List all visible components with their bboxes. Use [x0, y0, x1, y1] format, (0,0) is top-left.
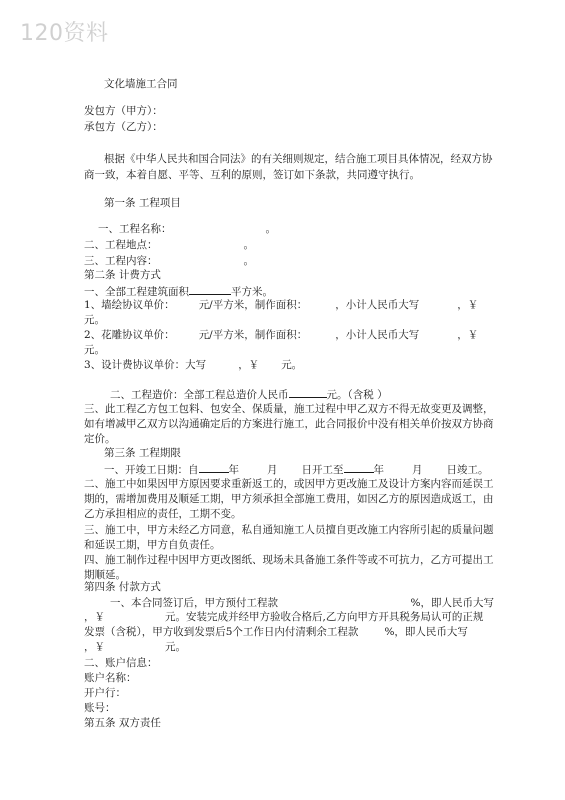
mural-price-label: 1、墙绘协议单价： [84, 299, 175, 311]
payment-line-2 [84, 610, 483, 624]
preamble-line-1: 根据《中华人民共和国合同法》的有关细则规定，结合施工项目具体情况，经双方协 [104, 153, 493, 165]
end-day-label: 日竣工。 [446, 464, 489, 476]
carving-subtotal-label: ，小计人民币大写 [335, 329, 420, 341]
article-3-clause-2-line-1: 二、施工中如果因甲方原因要求重新返工的，或因甲方更改施工及设计方案内容而延误工 [84, 478, 494, 490]
total-cost-row [110, 386, 388, 402]
article-3-clause-4-line-2: 期顺延。 [84, 569, 126, 581]
mural-price-unit: 元/平方米，制作面积： [198, 299, 308, 311]
end-month-label: 月 [412, 464, 423, 476]
watermark: 120资料 [20, 21, 109, 46]
final-payment-yuan: 元。 [165, 641, 186, 653]
start-year-blank [199, 461, 229, 473]
project-site-label: 二、工程地点： [84, 239, 158, 251]
project-site-row [84, 238, 254, 252]
design-fee-row [84, 358, 302, 372]
building-area-row [84, 283, 273, 299]
article-3-clause-3-line-2: 和延误工期，甲方自负责任。 [84, 539, 221, 551]
installation-terms: 元。安装完成并经甲方验收合格后,乙方向甲方开具税务局认可的正规 [165, 611, 484, 623]
prepayment-label: 一、本合同签订后，甲方预付工程款 [110, 597, 278, 609]
project-content-end: 。 [243, 255, 254, 267]
final-payment-label: 发票（含税），甲方收到发票后5个工作日内付清剩余工程款 [84, 626, 359, 638]
party-b-label: 承包方（乙方）： [84, 121, 163, 133]
payment-line-3 [84, 625, 468, 639]
mural-yen-label: ，￥ [457, 299, 479, 311]
schedule-row [104, 461, 489, 477]
start-month-label: 月 [267, 464, 278, 476]
prepayment-percent-label: %，即人民币大写 [410, 597, 494, 609]
project-content-label: 三、工程内容： [84, 255, 158, 267]
mural-price-row [84, 298, 478, 312]
total-cost-unit: 元。（含税 ） [326, 389, 388, 401]
account-info-heading: 二、账户信息： [84, 657, 158, 669]
project-name-label: 一、工程名称： [98, 223, 172, 235]
carving-yuan: 元。 [84, 344, 105, 356]
total-cost-label: 二、工程造价：全部工程总造价人民币 [110, 389, 289, 401]
article-2-clause-3-line-1: 三、此工程乙方包工包料、包安全、保质量，施工过程中甲乙双方不得无故变更及调整， [84, 403, 494, 415]
bank-label: 开户行： [84, 687, 126, 699]
article-3-clause-3-line-1: 三、施工中，甲方未经乙方同意，私自通知施工人员擅自更改施工内容所引起的质量问题 [84, 524, 494, 536]
building-area-unit: 平方米。 [231, 286, 273, 298]
final-payment-percent-label: %，即人民币大写 [384, 626, 468, 638]
account-name-label: 账户名称： [84, 672, 137, 684]
preamble-line-2: 商一致，本着自愿、平等、互利的原则，签订如下条款，共同遵守执行。 [84, 169, 420, 181]
final-payment-yen-label: ，￥ [84, 641, 105, 653]
building-area-label: 一、全部工程建筑面积 [84, 286, 189, 298]
design-fee-label: 3、设计费协议单价：大写 [84, 359, 207, 371]
design-fee-yen: ，￥ [238, 359, 260, 371]
mural-yuan: 元。 [84, 314, 105, 326]
project-name-end: 。 [265, 223, 276, 235]
article-2-heading: 第二条 计费方式 [84, 269, 161, 281]
schedule-label: 一、开竣工日期：自 [104, 464, 199, 476]
article-4-heading: 第四条 付款方式 [84, 581, 161, 593]
carving-yen-label: ，￥ [457, 329, 479, 341]
carving-price-unit: 元/平方米，制作面积： [198, 329, 308, 341]
account-number-label: 账号： [84, 702, 116, 714]
article-3-heading: 第三条 工程期限 [104, 447, 181, 459]
document-title: 文化墙施工合同 [104, 78, 178, 90]
building-area-blank [189, 283, 231, 295]
article-3-clause-4-line-1: 四、施工制作过程中因甲方更改图纸、现场未具备施工条件等或不可抗力，乙方可提出工 [84, 554, 494, 566]
prepayment-yen-label: ，￥ [84, 611, 105, 623]
article-1-heading: 第一条 工程项目 [104, 197, 181, 209]
party-a-label: 发包方（甲方）： [84, 105, 163, 117]
start-year-label: 年 [228, 464, 239, 476]
design-fee-yuan: 元。 [281, 359, 303, 371]
carving-price-label: 2、花雕协议单价： [84, 329, 175, 341]
article-3-clause-2-line-3: 乙方承担相应的责任，工期不变。 [84, 508, 242, 520]
mural-subtotal-label: ，小计人民币大写 [335, 299, 420, 311]
carving-price-row [84, 328, 478, 342]
project-content-row [84, 254, 254, 268]
start-day-label: 日开工至 [301, 464, 344, 476]
end-year-blank [344, 461, 374, 473]
article-2-clause-3-line-2: 如有增减甲乙双方以沟通确定后的方案进行施工，此合同报价中没有相关单价按双方协商 [84, 418, 494, 430]
article-5-heading: 第五条 双方责任 [84, 717, 161, 729]
payment-line-4 [84, 640, 186, 654]
total-cost-blank [289, 386, 327, 398]
article-3-clause-2-line-2: 期的，需增加费用及顺延工期，甲方须承担全部施工费用，如因乙方的原因造成返工，由 [84, 493, 494, 505]
end-year-label: 年 [373, 464, 384, 476]
project-site-end: 。 [243, 239, 254, 251]
project-name-row [84, 222, 276, 236]
payment-line-1 [84, 596, 494, 610]
article-2-clause-3-line-3: 定价。 [84, 433, 116, 445]
